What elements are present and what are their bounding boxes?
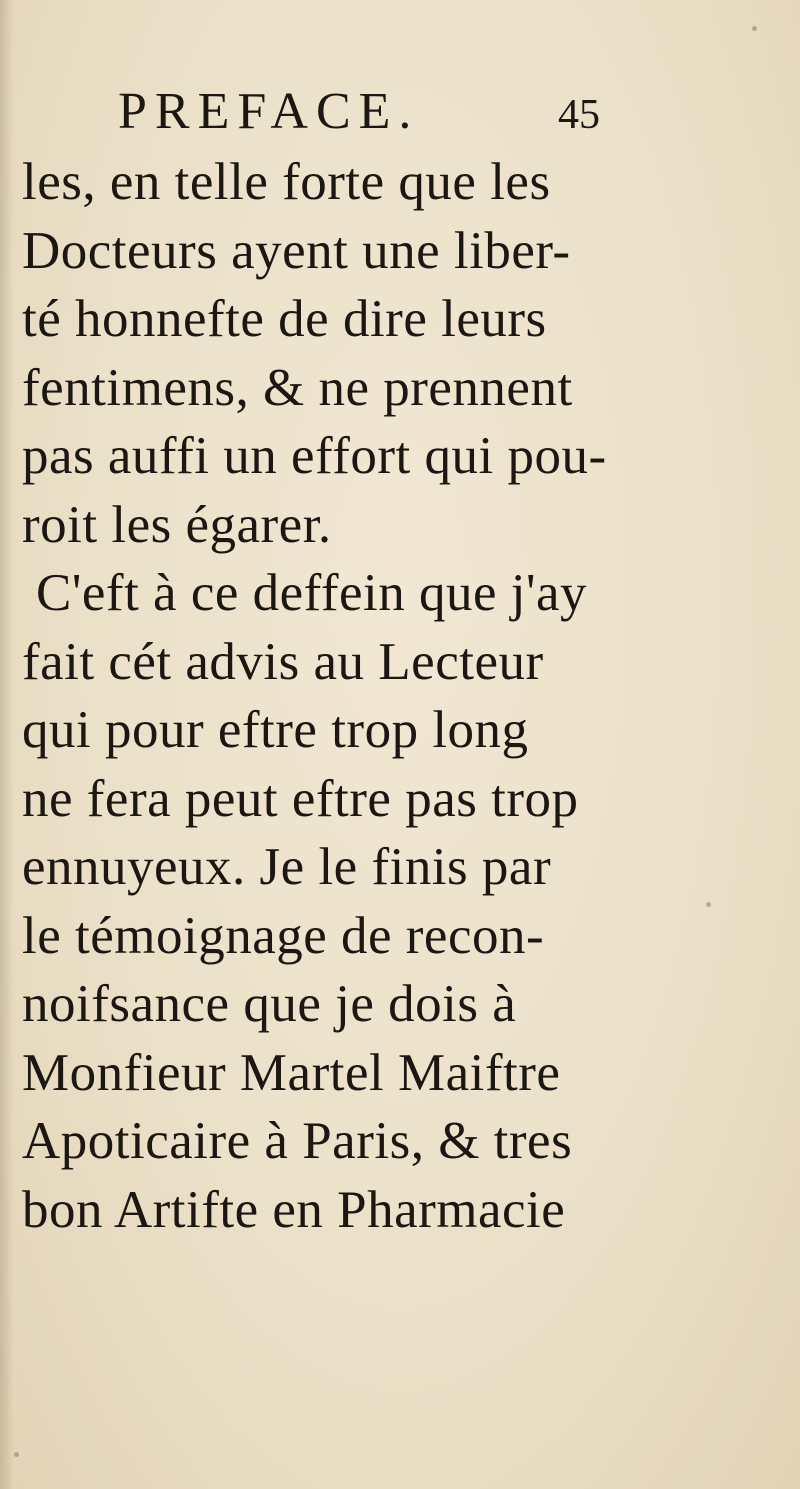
paper-speck xyxy=(706,902,711,907)
running-title: PREFACE. xyxy=(118,83,420,140)
paper-speck xyxy=(14,1452,19,1457)
text-line: Apoticaire à Paris, & tres xyxy=(22,1112,573,1170)
body-text xyxy=(22,148,642,1244)
page-number: 45 xyxy=(558,92,600,138)
text-line: fentimens, & ne prennent xyxy=(22,358,573,417)
text-line: les, en telle forte que les xyxy=(22,153,551,211)
text-line: pas auffi un effort qui pou- xyxy=(22,427,607,485)
page-gutter-shadow xyxy=(0,0,14,1489)
text-line: té honnefte de dire leurs xyxy=(22,290,547,348)
text-line: fait cét advis au Lecteur xyxy=(22,632,544,691)
text-line: noifsance que je dois à xyxy=(22,975,517,1033)
text-line: Monfieur Martel Maiftre xyxy=(22,1043,561,1102)
text-line: le témoignage de recon- xyxy=(22,906,545,965)
page-header xyxy=(118,84,678,140)
paper-speck xyxy=(752,26,757,31)
text-line: qui pour eftre trop long xyxy=(22,701,529,759)
text-line: roit les égarer. xyxy=(22,495,332,554)
text-line: Docteurs ayent une liber- xyxy=(22,221,571,280)
text-line: bon Artifte en Pharmacie xyxy=(22,1180,566,1239)
text-line: ennuyeux. Je le finis par xyxy=(22,838,552,896)
text-line: ne fera peut eftre pas trop xyxy=(22,769,579,828)
text-line-paragraph-start: C'eft à ce deffein que j'ay xyxy=(36,564,588,622)
